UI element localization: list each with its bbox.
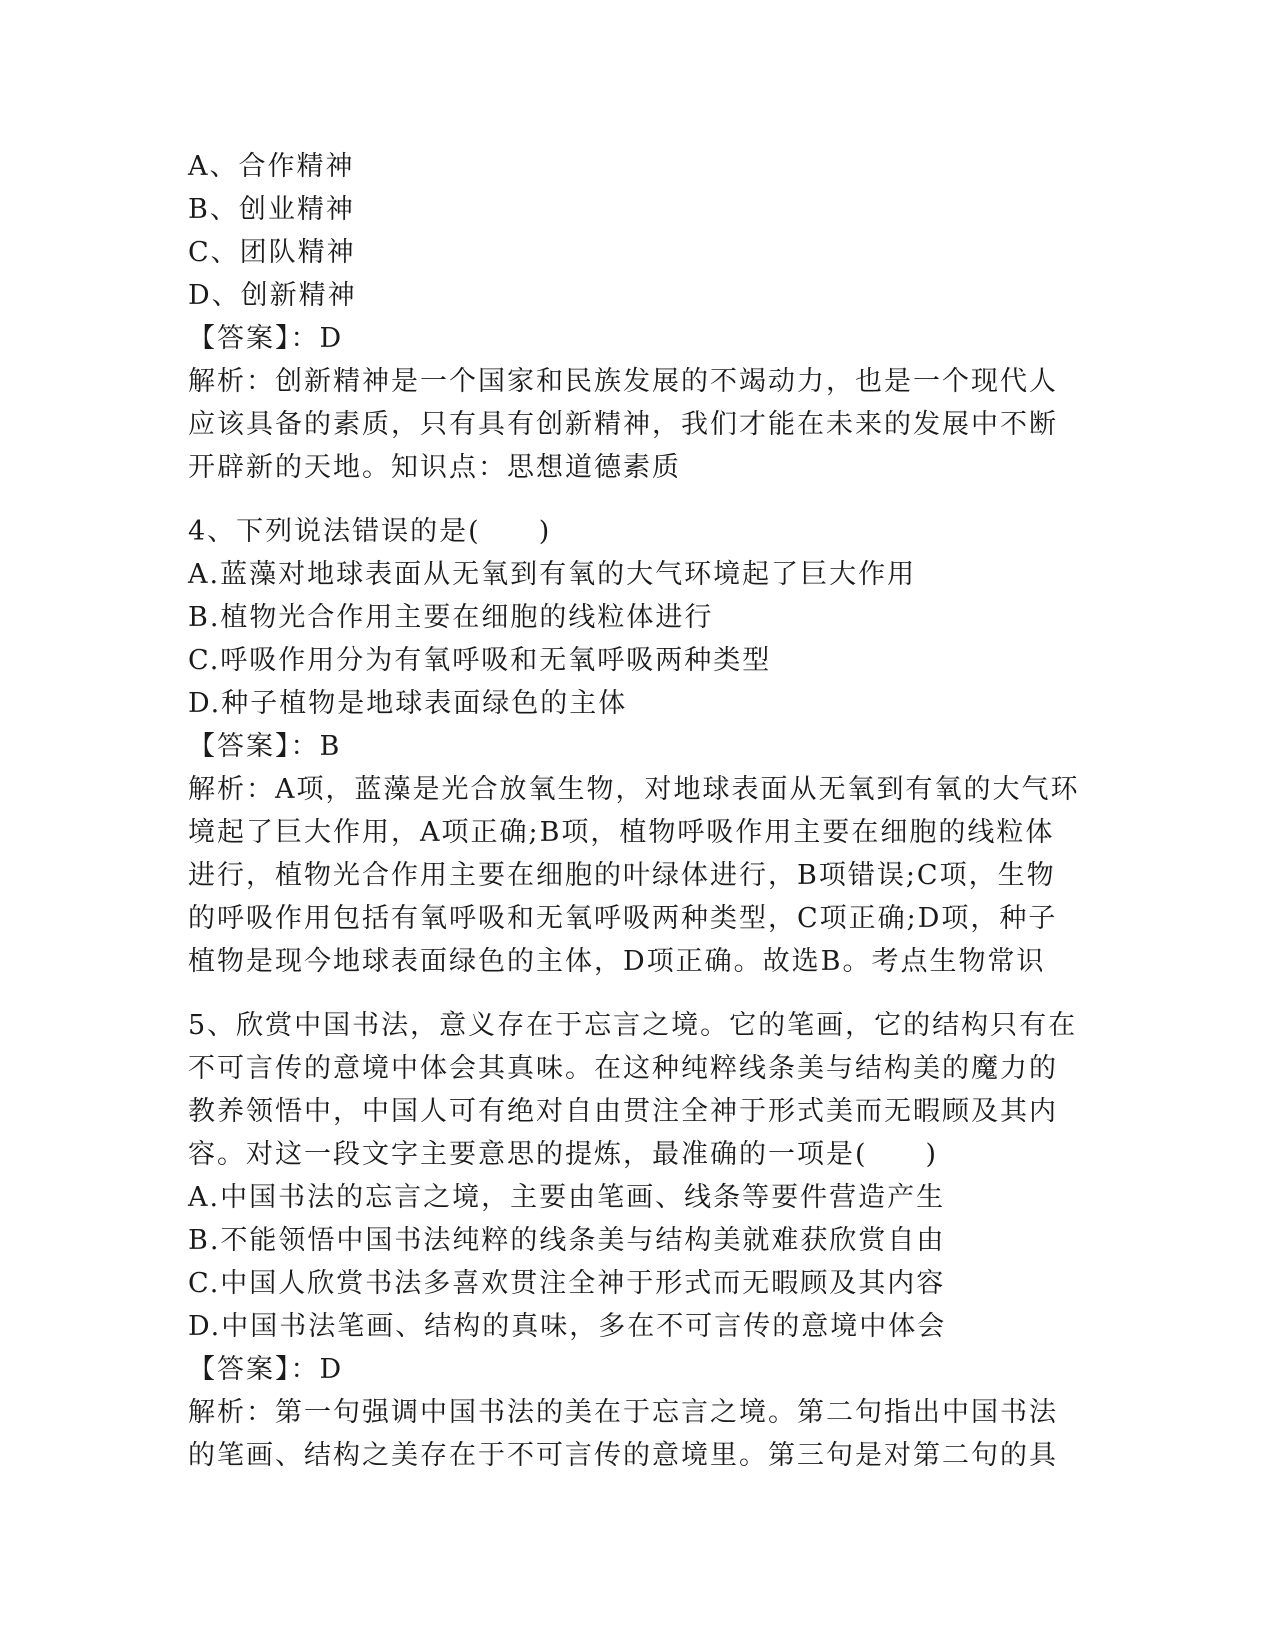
spacer <box>188 489 1088 510</box>
q4-analysis-line: 植物是现今地球表面绿色的主体，D项正确。故选B。考点生物常识 <box>188 946 1046 977</box>
q5-question-line: 教养领悟中，中国人可有绝对自由贯注全神于形式美而无暇顾及其内 <box>188 1096 1058 1127</box>
q4-option-d: D.种子植物是地球表面绿色的主体 <box>188 688 628 719</box>
spacer <box>188 983 1088 1004</box>
q4-analysis-line: 境起了巨大作用，A项正确;B项，植物呼吸作用主要在细胞的线粒体 <box>188 817 1055 848</box>
q5-analysis-line: 解析：第一句强调中国书法的美在于忘言之境。第二句指出中国书法 <box>188 1397 1058 1428</box>
q4-answer: 【答案】：B <box>188 731 342 762</box>
q3-answer: 【答案】：D <box>188 323 344 354</box>
q5-option-c: C.中国人欣赏书法多喜欢贯注全神于形式而无暇顾及其内容 <box>188 1268 946 1299</box>
q3-analysis-line: 解析：创新精神是一个国家和民族发展的不竭动力，也是一个现代人 <box>188 366 1058 397</box>
q5-question-line: 容。对这一段文字主要意思的提炼，最准确的一项是( ) <box>188 1139 939 1170</box>
q5-analysis-line: 的笔画、结构之美存在于不可言传的意境里。第三句是对第二句的具 <box>188 1440 1058 1471</box>
q4-option-b: B.植物光合作用主要在细胞的线粒体进行 <box>188 602 714 633</box>
q4-option-c: C.呼吸作用分为有氧呼吸和无氧呼吸两种类型 <box>188 645 772 676</box>
q5-question-line: 不可言传的意境中体会其真味。在这种纯粹线条美与结构美的魔力的 <box>188 1053 1058 1084</box>
q5-option-b: B.不能领悟中国书法纯粹的线条美与结构美就难获欣赏自由 <box>188 1225 946 1256</box>
q3-option-d: D、创新精神 <box>188 280 357 311</box>
q3-analysis-line: 应该具备的素质，只有具有创新精神，我们才能在未来的发展中不断 <box>188 409 1058 440</box>
q5-answer: 【答案】：D <box>188 1354 344 1385</box>
q5-question-line: 5、欣赏中国书法，意义存在于忘言之境。它的笔画，它的结构只有在 <box>188 1010 1078 1041</box>
q3-option-a: A、合作精神 <box>188 151 355 182</box>
q4-analysis-line: 的呼吸作用包括有氧呼吸和无氧呼吸两种类型，C项正确;D项，种子 <box>188 903 1058 934</box>
q4-analysis-line: 进行，植物光合作用主要在细胞的叶绿体进行，B项错误;C项，生物 <box>188 860 1056 891</box>
q3-option-b: B、创业精神 <box>188 194 355 225</box>
q5-option-a: A.中国书法的忘言之境，主要由笔画、线条等要件营造产生 <box>188 1182 946 1213</box>
q5-option-d: D.中国书法笔画、结构的真味，多在不可言传的意境中体会 <box>188 1311 947 1342</box>
question-4-block <box>188 510 1088 983</box>
q4-question: 4、下列说法错误的是( ) <box>188 516 552 547</box>
document-content <box>188 145 1088 1477</box>
q3-option-c: C、团队精神 <box>188 237 356 268</box>
question-3-block <box>188 145 1088 489</box>
q3-analysis-line: 开辟新的天地。知识点：思想道德素质 <box>188 452 681 483</box>
q4-analysis-line: 解析：A项，蓝藻是光合放氧生物，对地球表面从无氧到有氧的大气环 <box>188 774 1080 805</box>
question-5-block <box>188 1004 1088 1477</box>
q4-option-a: A.蓝藻对地球表面从无氧到有氧的大气环境起了巨大作用 <box>188 559 917 590</box>
